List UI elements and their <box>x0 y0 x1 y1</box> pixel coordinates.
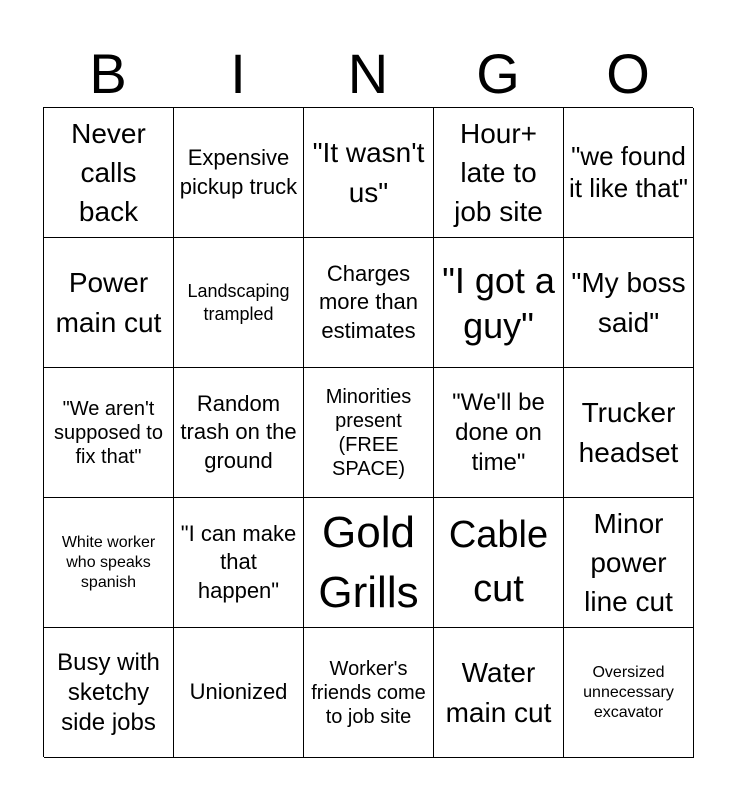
bingo-cell-text: Unionized <box>189 679 288 705</box>
bingo-cell[interactable] <box>304 238 434 368</box>
bingo-cell-text: "My boss said" <box>571 267 686 338</box>
header-letter-i: I <box>230 42 246 105</box>
bingo-cell-text: Never calls back <box>71 117 146 228</box>
bingo-cell[interactable] <box>304 628 434 758</box>
bingo-cell[interactable] <box>304 498 434 628</box>
bingo-cell-text: Trucker headset <box>578 397 679 468</box>
header-letter-g: G <box>476 42 520 105</box>
bingo-cell-text: Cable cut <box>448 514 549 610</box>
bingo-cell[interactable] <box>564 628 694 758</box>
bingo-cell-text: Expensive pickup truck <box>179 144 298 199</box>
bingo-cell-text: Minor power line cut <box>584 507 673 618</box>
bingo-cell-text: Busy with sketchy side jobs <box>57 648 160 736</box>
bingo-cell-text: Water main cut <box>445 657 552 728</box>
bingo-cell[interactable] <box>564 368 694 498</box>
bingo-cell-text: "I can make that happen" <box>180 520 297 603</box>
bingo-cell-text: "We aren't supposed to fix that" <box>54 397 163 468</box>
bingo-cell-text: Worker's friends come to job site <box>311 657 426 728</box>
bingo-cell[interactable] <box>304 108 434 238</box>
bingo-cell[interactable] <box>434 238 564 368</box>
bingo-cell[interactable] <box>564 498 694 628</box>
bingo-cell[interactable] <box>44 238 174 368</box>
bingo-header <box>43 40 693 108</box>
bingo-cell[interactable] <box>174 368 304 498</box>
bingo-cell[interactable] <box>174 628 304 758</box>
bingo-cell[interactable] <box>434 108 564 238</box>
bingo-cell[interactable] <box>564 238 694 368</box>
bingo-cell[interactable] <box>174 108 304 238</box>
bingo-cell-text: Random trash on the ground <box>180 390 297 473</box>
bingo-cell-text: "I got a guy" <box>442 259 555 346</box>
header-letter-n: N <box>347 42 389 105</box>
bingo-cell-text: Oversized unnecessary excavator <box>583 663 674 721</box>
bingo-cell-text: White worker who speaks spanish <box>61 533 156 591</box>
bingo-cell[interactable] <box>434 628 564 758</box>
bingo-cell[interactable] <box>44 368 174 498</box>
bingo-cell-text: "We'll be done on time" <box>452 388 545 476</box>
bingo-cell-text: "we found it like that" <box>568 141 689 203</box>
bingo-cell-text: Landscaping trampled <box>187 281 290 324</box>
bingo-cell-text: Power main cut <box>55 267 162 338</box>
bingo-cell[interactable] <box>434 368 564 498</box>
header-letter-b: B <box>89 42 127 105</box>
bingo-cell-text: "It wasn't us" <box>312 137 425 208</box>
bingo-cell[interactable] <box>304 368 434 498</box>
header-letter-o: O <box>606 42 650 105</box>
bingo-cell[interactable] <box>174 498 304 628</box>
bingo-cell-text: Minorities present (FREE SPACE) <box>325 385 412 480</box>
bingo-cell-text: Charges more than estimates <box>318 260 419 343</box>
bingo-cell[interactable] <box>44 628 174 758</box>
bingo-cell-text: Hour+ late to job site <box>454 117 543 228</box>
bingo-cell[interactable] <box>44 108 174 238</box>
bingo-cell[interactable] <box>174 238 304 368</box>
bingo-cell[interactable] <box>564 108 694 238</box>
bingo-cell-text: Gold Grills <box>318 508 419 617</box>
bingo-grid <box>43 107 693 757</box>
bingo-cell[interactable] <box>44 498 174 628</box>
bingo-cell[interactable] <box>434 498 564 628</box>
